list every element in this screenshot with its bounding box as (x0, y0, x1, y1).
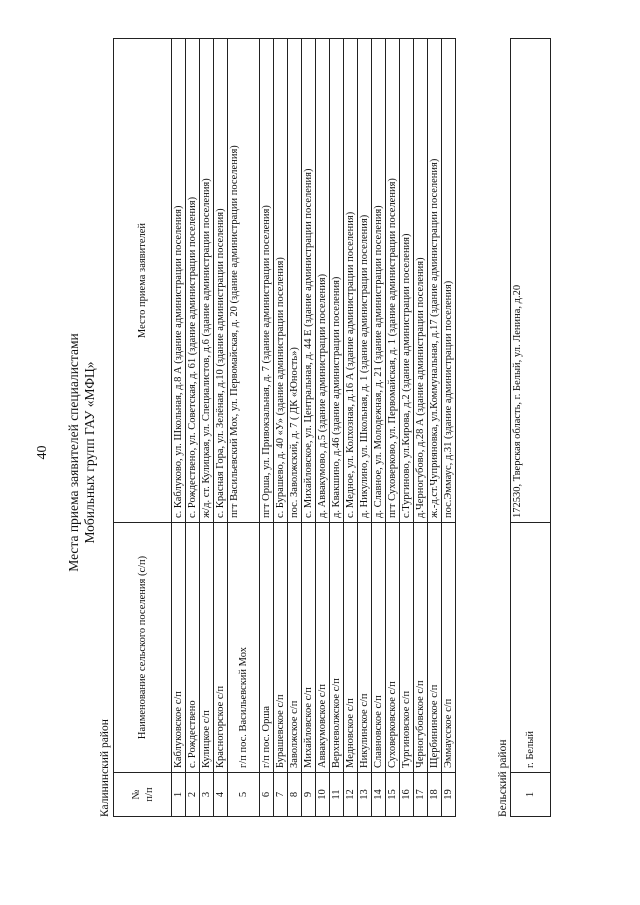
table-row (186, 39, 200, 817)
settlement-name: Бурашевское с/п (274, 523, 288, 773)
reception-place: с. Рождествено, ул. Советская, д. 61 (здание администрации поселения) (186, 39, 200, 523)
header-number-sub: п/п (143, 787, 155, 802)
settlement-name: Суховерковское с/п (386, 523, 400, 773)
row-number: 5 (228, 773, 260, 817)
table-row (260, 39, 274, 817)
table-row (386, 39, 400, 817)
settlement-name: Красногорское с/п (214, 523, 228, 773)
row-number: 3 (200, 773, 214, 817)
table-row (414, 39, 428, 817)
reception-place: с.Тургиново, ул.Кирова, д.2 (здание администрации поселения) (400, 39, 414, 523)
settlement-name: Медновское с/п (344, 523, 358, 773)
table-row (330, 39, 344, 817)
reception-place: пгт Васильевский Мох, ул. Первомайская, д. 20 (здание администрации поселения) (228, 39, 260, 523)
row-number: 2 (186, 773, 200, 817)
table-row (511, 39, 551, 817)
reception-place: д.Черногубово, д.28 А (здание администрации поселения) (414, 39, 428, 523)
kalininsky-table (113, 38, 456, 817)
table-row (428, 39, 442, 817)
table-row (274, 39, 288, 817)
section-heading-belsky: Бельский район (497, 739, 509, 817)
title-line-2: Мобильных групп ГАУ «МФЦ» (82, 361, 97, 544)
row-number: 6 (260, 773, 274, 817)
settlement-name: Никулинское с/п (358, 523, 372, 773)
table-row (316, 39, 330, 817)
settlement-name: Тургиновское с/п (400, 523, 414, 773)
reception-place: пгт Суховерково, ул. Первомайская, д. 1 (здание администрации поселения) (386, 39, 400, 523)
row-number: 17 (414, 773, 428, 817)
settlement-name: Верхневолжское с/п (330, 523, 344, 773)
row-number: 1 (511, 773, 551, 817)
settlement-name: Славновское с/п (372, 523, 386, 773)
settlement-name: с. Рождествено (186, 523, 200, 773)
settlement-name: Эммаусское с/п (442, 523, 456, 773)
reception-place: д. Никулино, ул. Школьная, д. 1 (здание администрации поселения) (358, 39, 372, 523)
row-number: 8 (288, 773, 302, 817)
belsky-table (510, 38, 551, 817)
settlement-name: г. Белый (511, 523, 551, 773)
reception-place: с. Бурашево, д. 40 «У» (здание администрации поселения) (274, 39, 288, 523)
settlement-name: Щербининское с/п (428, 523, 442, 773)
table-row (288, 39, 302, 817)
section-heading-kalininsky: Калининский район (99, 719, 111, 817)
page-number: 40 (35, 445, 50, 460)
reception-place: с. Михайловское, ул. Центральная, д. 44 Е (здание администрации поселения) (302, 39, 316, 523)
table-row (200, 39, 214, 817)
reception-place: с. Каблуково, ул. Школьная, д.8 А (здание администрации поселения) (172, 39, 186, 523)
reception-place: пгт Орша, ул. Привокзальная, д. 7 (здание администрации поселения) (260, 39, 274, 523)
reception-place: с. Красная Гора, ул. Зелёная, д.10 (здание администрации поселения) (214, 39, 228, 523)
row-number: 12 (344, 773, 358, 817)
reception-place: с. Медное, ул. Колхозная, д.16 А (здание администрации поселения) (344, 39, 358, 523)
settlement-name: Кулицкое с/п (200, 523, 214, 773)
table-row (302, 39, 316, 817)
row-number: 4 (214, 773, 228, 817)
settlement-name: г/п пос. Орша (260, 523, 274, 773)
settlement-name: Аввакумовское с/п (316, 523, 330, 773)
reception-place: ж/д. ст. Кулицкая, ул. Специалистов, д.6 (здание администрации поселения) (200, 39, 214, 523)
table-row (400, 39, 414, 817)
table-row (214, 39, 228, 817)
row-number: 10 (316, 773, 330, 817)
header-number (114, 773, 172, 817)
row-number: 15 (386, 773, 400, 817)
row-number: 16 (400, 773, 414, 817)
reception-place: пос. Заволжский, д. 7 ( ДК «Юность») (288, 39, 302, 523)
settlement-name: Михайловское с/п (302, 523, 316, 773)
row-number: 1 (172, 773, 186, 817)
page-title (66, 0, 98, 905)
table-row (372, 39, 386, 817)
row-number: 11 (330, 773, 344, 817)
row-number: 13 (358, 773, 372, 817)
table-row (344, 39, 358, 817)
table-row (172, 39, 186, 817)
reception-place: д. Квакшино, д.46 (здание администрации поселения) (330, 39, 344, 523)
settlement-name: Черногубовское с/п (414, 523, 428, 773)
row-number: 9 (302, 773, 316, 817)
table-row (228, 39, 260, 817)
row-number: 18 (428, 773, 442, 817)
table-row (442, 39, 456, 817)
reception-place: д. Аввакумово, д.5 (здание администрации поселения) (316, 39, 330, 523)
reception-place: пос.Эммаус, д.31 (здание администрации поселения) (442, 39, 456, 523)
header-settlement: Наименование сельского поселения (с/п) (114, 523, 172, 773)
table-header-row (114, 39, 172, 817)
header-number-label: № (130, 789, 142, 800)
row-number: 14 (372, 773, 386, 817)
settlement-name: Заволжское с/п (288, 523, 302, 773)
row-number: 7 (274, 773, 288, 817)
reception-place: ж.-д.ст.Чуприяновка, ул.Коммунальная, д.17 (здание администрации поселения) (428, 39, 442, 523)
settlement-name: г/п пос. Васильевский Мох (228, 523, 260, 773)
title-line-1: Места приема заявителей специалистами (66, 333, 81, 572)
reception-place: д. Славное, ул. Молодежная, д. 21 (здание администрации поселения) (372, 39, 386, 523)
reception-place: 172530, Тверская область, г. Белый, ул. Ленина, д.20 (511, 39, 551, 523)
table-row (358, 39, 372, 817)
header-place: Место приема заявителей (114, 39, 172, 523)
row-number: 19 (442, 773, 456, 817)
settlement-name: Каблуковское с/п (172, 523, 186, 773)
